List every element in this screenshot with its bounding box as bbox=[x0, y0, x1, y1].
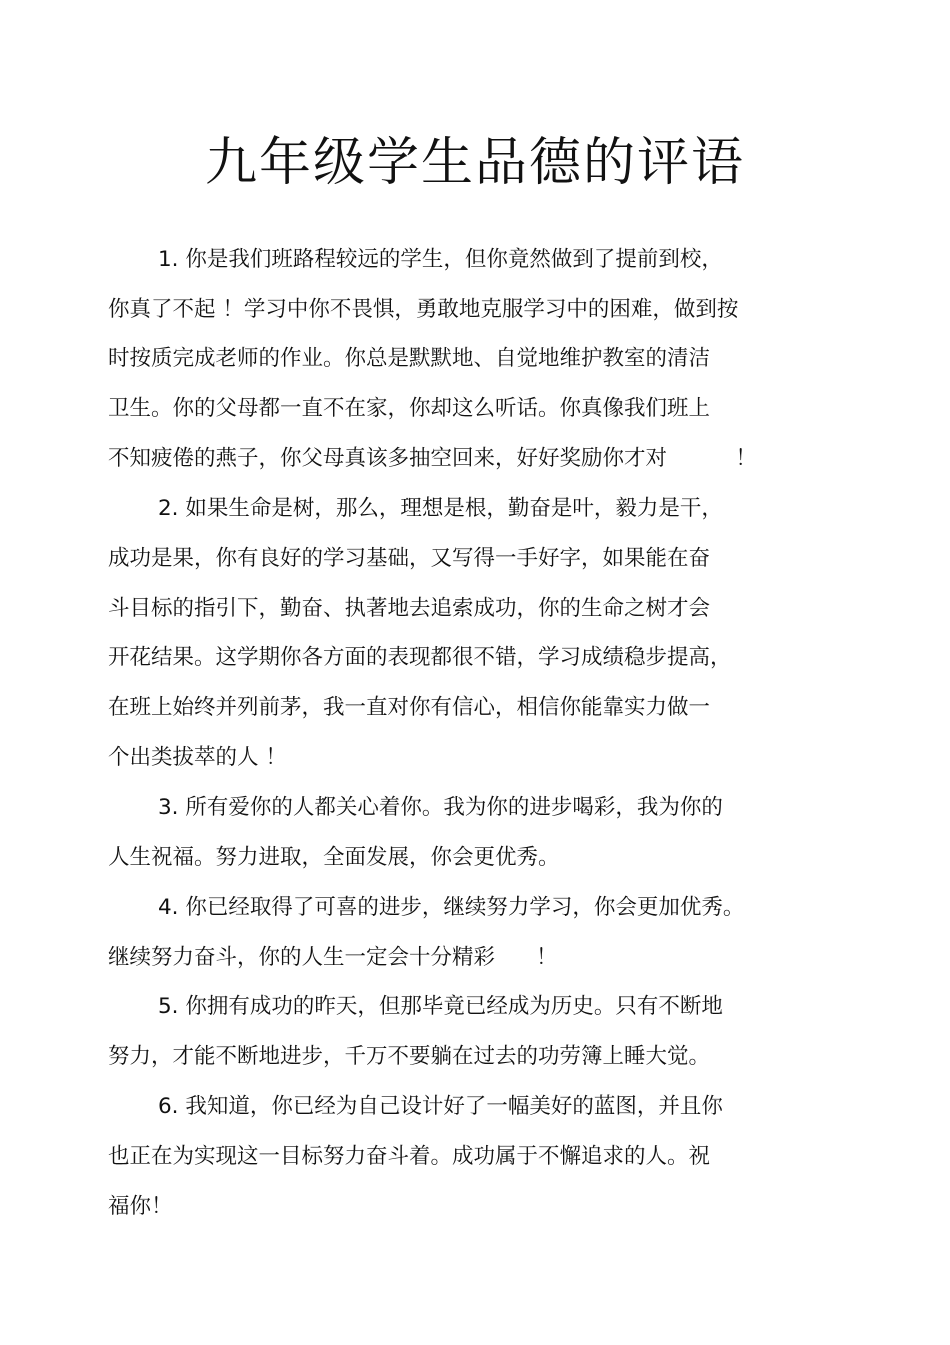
comment-6-line-3: 福你！ bbox=[108, 1194, 173, 1219]
comment-2-line-6: 个出类拔萃的人 ！ bbox=[108, 745, 287, 770]
comment-3-line-2: 人生祝福。努力进取，全面发展，你会更优秀。 bbox=[108, 845, 560, 870]
document-title: 九年级学生品德的评语 bbox=[204, 133, 745, 193]
comment-1-line-4: 卫生。你的父母都一直不在家，你却这么听话。你真像我们班上 bbox=[108, 396, 711, 421]
comment-5-line-1: 5. 你拥有成功的昨天，但那毕竟已经成为历史。只有不断地 bbox=[158, 994, 723, 1019]
comment-2-line-2: 成功是果，你有良好的学习基础，又写得一手好字，如果能在奋 bbox=[108, 546, 711, 571]
comment-1-line-1: 1. 你是我们班路程较远的学生，但你竟然做到了提前到校， bbox=[158, 247, 723, 272]
comment-1-line-2: 你真了不起 ！学习中你不畏惧，勇敢地克服学习中的困难，做到按 bbox=[108, 297, 739, 322]
comment-2-line-3: 斗目标的指引下，勤奋、执著地去追索成功，你的生命之树才会 bbox=[108, 596, 711, 621]
comment-2-line-5: 在班上始终并列前茅，我一直对你有信心，相信你能靠实力做一 bbox=[108, 695, 711, 720]
comment-5-line-2: 努力，才能不断地进步，千万不要躺在过去的功劳簿上睡大觉。 bbox=[108, 1044, 711, 1069]
comment-6-line-1: 6. 我知道，你已经为自己设计好了一幅美好的蓝图，并且你 bbox=[158, 1094, 723, 1119]
comment-1-line-3: 时按质完成老师的作业。你总是默默地、自觉地维护教室的清洁 bbox=[108, 346, 711, 371]
comment-4-line-2: 继续努力奋斗，你的人生一定会十分精彩 ！ bbox=[108, 945, 558, 970]
comment-1-line-5: 不知疲倦的燕子，你父母真该多抽空回来，好好奖励你才对 ！ bbox=[108, 446, 757, 471]
comment-2-line-1: 2. 如果生命是树，那么，理想是根，勤奋是叶，毅力是干， bbox=[158, 496, 723, 521]
comment-3-line-1: 3. 所有爱你的人都关心着你。我为你的进步喝彩，我为你的 bbox=[158, 795, 723, 820]
comment-2-line-4: 开花结果。这学期你各方面的表现都很不错，学习成绩稳步提高， bbox=[108, 645, 732, 670]
comment-6-line-2: 也正在为实现这一目标努力奋斗着。成功属于不懈追求的人。祝 bbox=[108, 1144, 711, 1169]
comment-4-line-1: 4. 你已经取得了可喜的进步，继续努力学习，你会更加优秀。 bbox=[158, 895, 745, 920]
